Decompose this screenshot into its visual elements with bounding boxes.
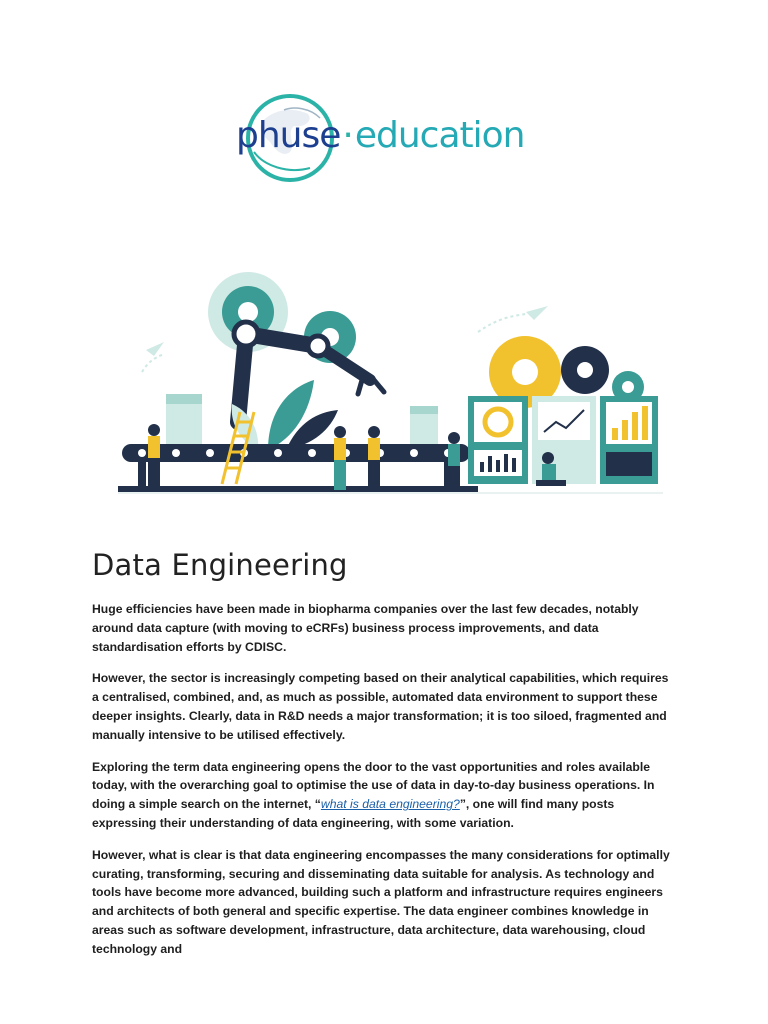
paragraph-4: However, what is clear is that data engineering encompasses the many considerations for optimally curating, transforming, securing and disseminating data suitable for analysis. As technology and tools have become more advanced, building such a platform and infrastructure requires engineers and architects of both general and specific expertise. The data engineer combines knowledge in areas such as software development, infrastructure, data architecture, data warehousing, cloud technology and (92, 847, 670, 956)
paragraph-3 (92, 758, 677, 833)
data-engineering-factory-illustration (118, 262, 663, 502)
article-body (92, 600, 677, 972)
data-engineering-illustration (118, 262, 663, 502)
logo-word-education: education (354, 115, 525, 156)
logo-separator: · (342, 115, 353, 156)
phuse-education-logo (232, 92, 534, 188)
what-is-data-engineering-link[interactable]: what is data engineering? (320, 797, 460, 812)
paragraph-1: Huge efficiencies have been made in biopharma companies over the last few decades, notably around data capture (with moving to eCRFs) business process improvements, and data standardisation efforts by CDISC. (92, 602, 639, 654)
paragraph-3-text-before: Exploring the term data engineering opens the door to the vast opportunities and roles available today, with the overarching goal to optimise the use of data in day-to-day business operations. In doing a simple search on the internet, “ (92, 759, 655, 812)
logo-wordmark (236, 112, 524, 160)
paragraph-3-text-after: ”, one will find many posts expressing their understanding of data engineering, with some variation. (92, 797, 615, 830)
paragraph-2: However, the sector is increasingly competing based on their analytical capabilities, which requires a centralised, combined, and, as much as possible, automated data environment to support these deeper insights. Clearly, data in R&D needs a major transformation; it is too siloed, fragmented and manually intensive to be utilised effectively. (92, 671, 669, 742)
page-title: Data Engineering (92, 548, 348, 582)
logo-word-phuse: phuse (236, 115, 341, 156)
